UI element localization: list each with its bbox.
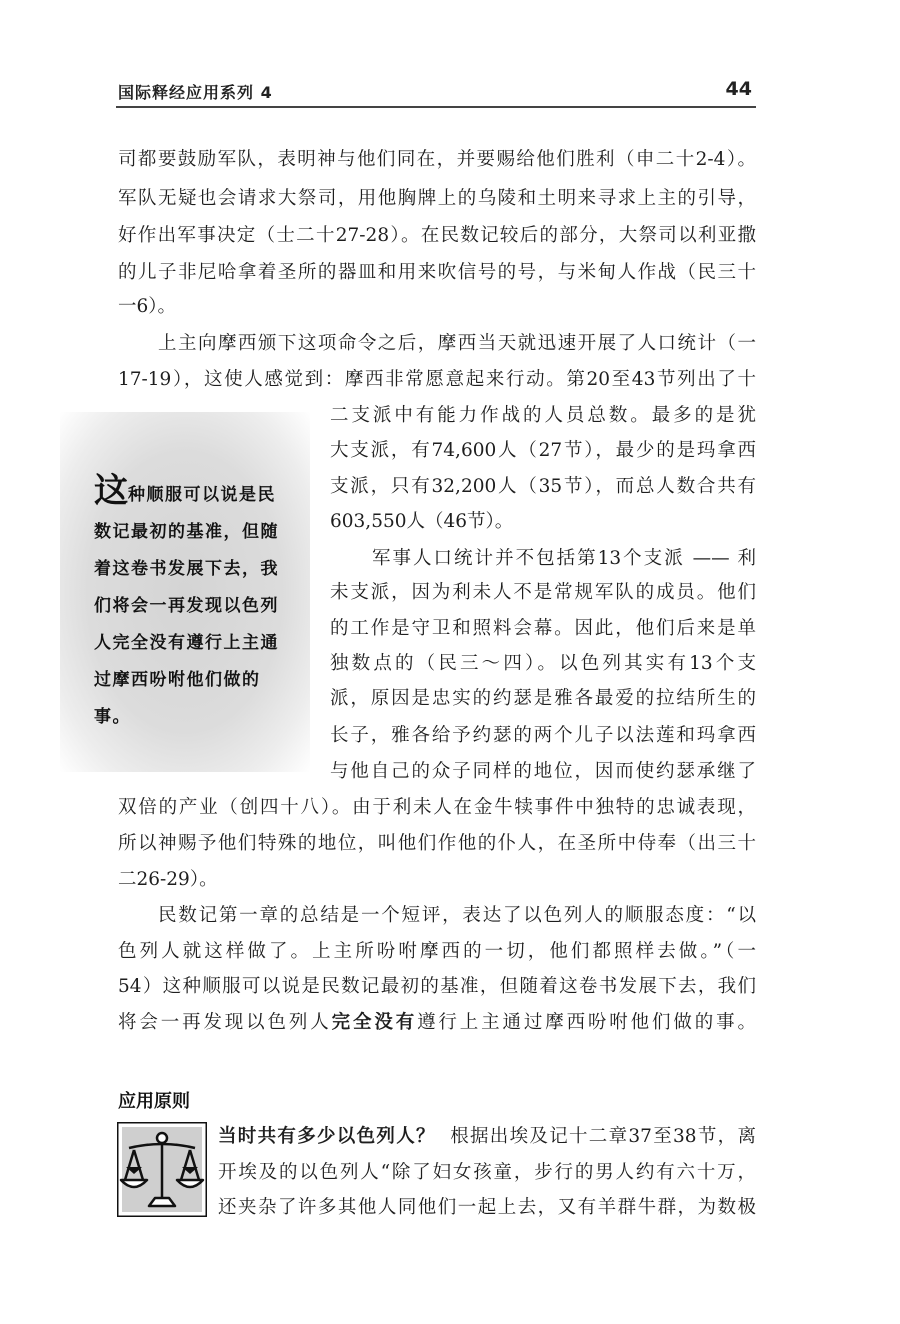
page-number: 44 [725, 78, 752, 100]
section-heading: 应用原则 [118, 1091, 190, 1112]
body-line: 二26-29）。 [118, 869, 218, 890]
body-line: 军事人口统计并不包括第13个支派 —— 利 [372, 548, 756, 569]
application-line: 开埃及的以色列人“除了妇女孩童，步行的男人约有六十万， [218, 1162, 756, 1183]
pull-quote-initial: 这 [94, 471, 128, 511]
body-line: 与他自己的众子同样的地位，因而使约瑟承继了 [330, 761, 756, 782]
body-line: 色列人就这样做了。上主所吩咐摩西的一切，他们都照样去做。”（一 [118, 941, 756, 962]
body-line: 民数记第一章的总结是一个短评，表达了以色列人的顺服态度：“以 [158, 905, 756, 926]
body-line: 好作出军事决定（士二十27-28）。在民数记较后的部分，大祭司以利亚撒 [118, 225, 756, 246]
body-line: 的儿子非尼哈拿着圣所的器皿和用来吹信号的号，与米甸人作战（民三十 [118, 262, 756, 283]
body-line: 一6）。 [118, 296, 177, 317]
running-header-title: 国际释经应用系列 4 [118, 83, 273, 102]
body-line: 长子，雅各给予约瑟的两个儿子以法莲和玛拿西 [330, 725, 756, 746]
application-question: 当时共有多少以色列人？ [218, 1126, 436, 1147]
body-line [118, 1013, 756, 1033]
body-line: 54）这种顺服可以说是民数记最初的基准，但随着这卷书发展下去，我们 [118, 976, 756, 997]
body-line: 独数点的（民三～四）。以色列其实有13个支 [330, 653, 756, 674]
body-line: 司都要鼓励军队，表明神与他们同在，并要赐给他们胜利（申二十2-4）。 [118, 149, 756, 170]
body-line: 所以神赐予他们特殊的地位，叫他们作他的仆人，在圣所中侍奉（出三十 [118, 833, 756, 854]
scales-of-justice-icon [117, 1122, 207, 1217]
application-line: 还夹杂了许多其他人同他们一起上去，又有羊群牛群，为数极 [218, 1197, 756, 1218]
body-line: 派，原因是忠实的约瑟是雅各最爱的拉结所生的 [330, 688, 756, 709]
body-line: 军队无疑也会请求大祭司，用他胸牌上的乌陵和土明来寻求上主的引导， [118, 188, 756, 209]
body-line: 未支派，因为利未人不是常规军队的成员。他们 [330, 582, 756, 603]
body-line: 603,550人（46节）。 [330, 511, 514, 532]
header-divider [116, 106, 756, 108]
pull-quote-text [94, 471, 284, 736]
body-text: 将会一再发现以色列人 [118, 1012, 332, 1033]
body-text: 遵行上主通过摩西吩咐他们做的事。 [417, 1012, 756, 1033]
body-line: 双倍的产业（创四十八）。由于利未人在金牛犊事件中独特的忠诚表现， [118, 797, 756, 818]
application-line [218, 1127, 756, 1147]
emphasis-text: 完全没有 [331, 1012, 418, 1033]
body-line: 的工作是守卫和照料会幕。因此，他们后来是单 [330, 618, 756, 639]
body-line: 二支派中有能力作战的人员总数。最多的是犹 [330, 405, 756, 426]
body-line: 上主向摩西颁下这项命令之后，摩西当天就迅速开展了人口统计（一 [158, 333, 756, 354]
body-line: 支派，只有32,200人（35节），而总人数合共有 [330, 476, 756, 497]
pull-quote-body: 种顺服可以说是民数记最初的基准，但随着这卷书发展下去，我们将会一再发现以色列人完全没有遵行上主通过摩西吩咐他们做的事。 [94, 485, 279, 727]
body-line: 大支派，有74,600人（27节），最少的是玛拿西 [330, 440, 756, 461]
body-text: 根据出埃及记十二章37至38节，离 [450, 1126, 756, 1147]
body-line: 17-19），这使人感觉到：摩西非常愿意起来行动。第20至43节列出了十 [118, 369, 756, 390]
